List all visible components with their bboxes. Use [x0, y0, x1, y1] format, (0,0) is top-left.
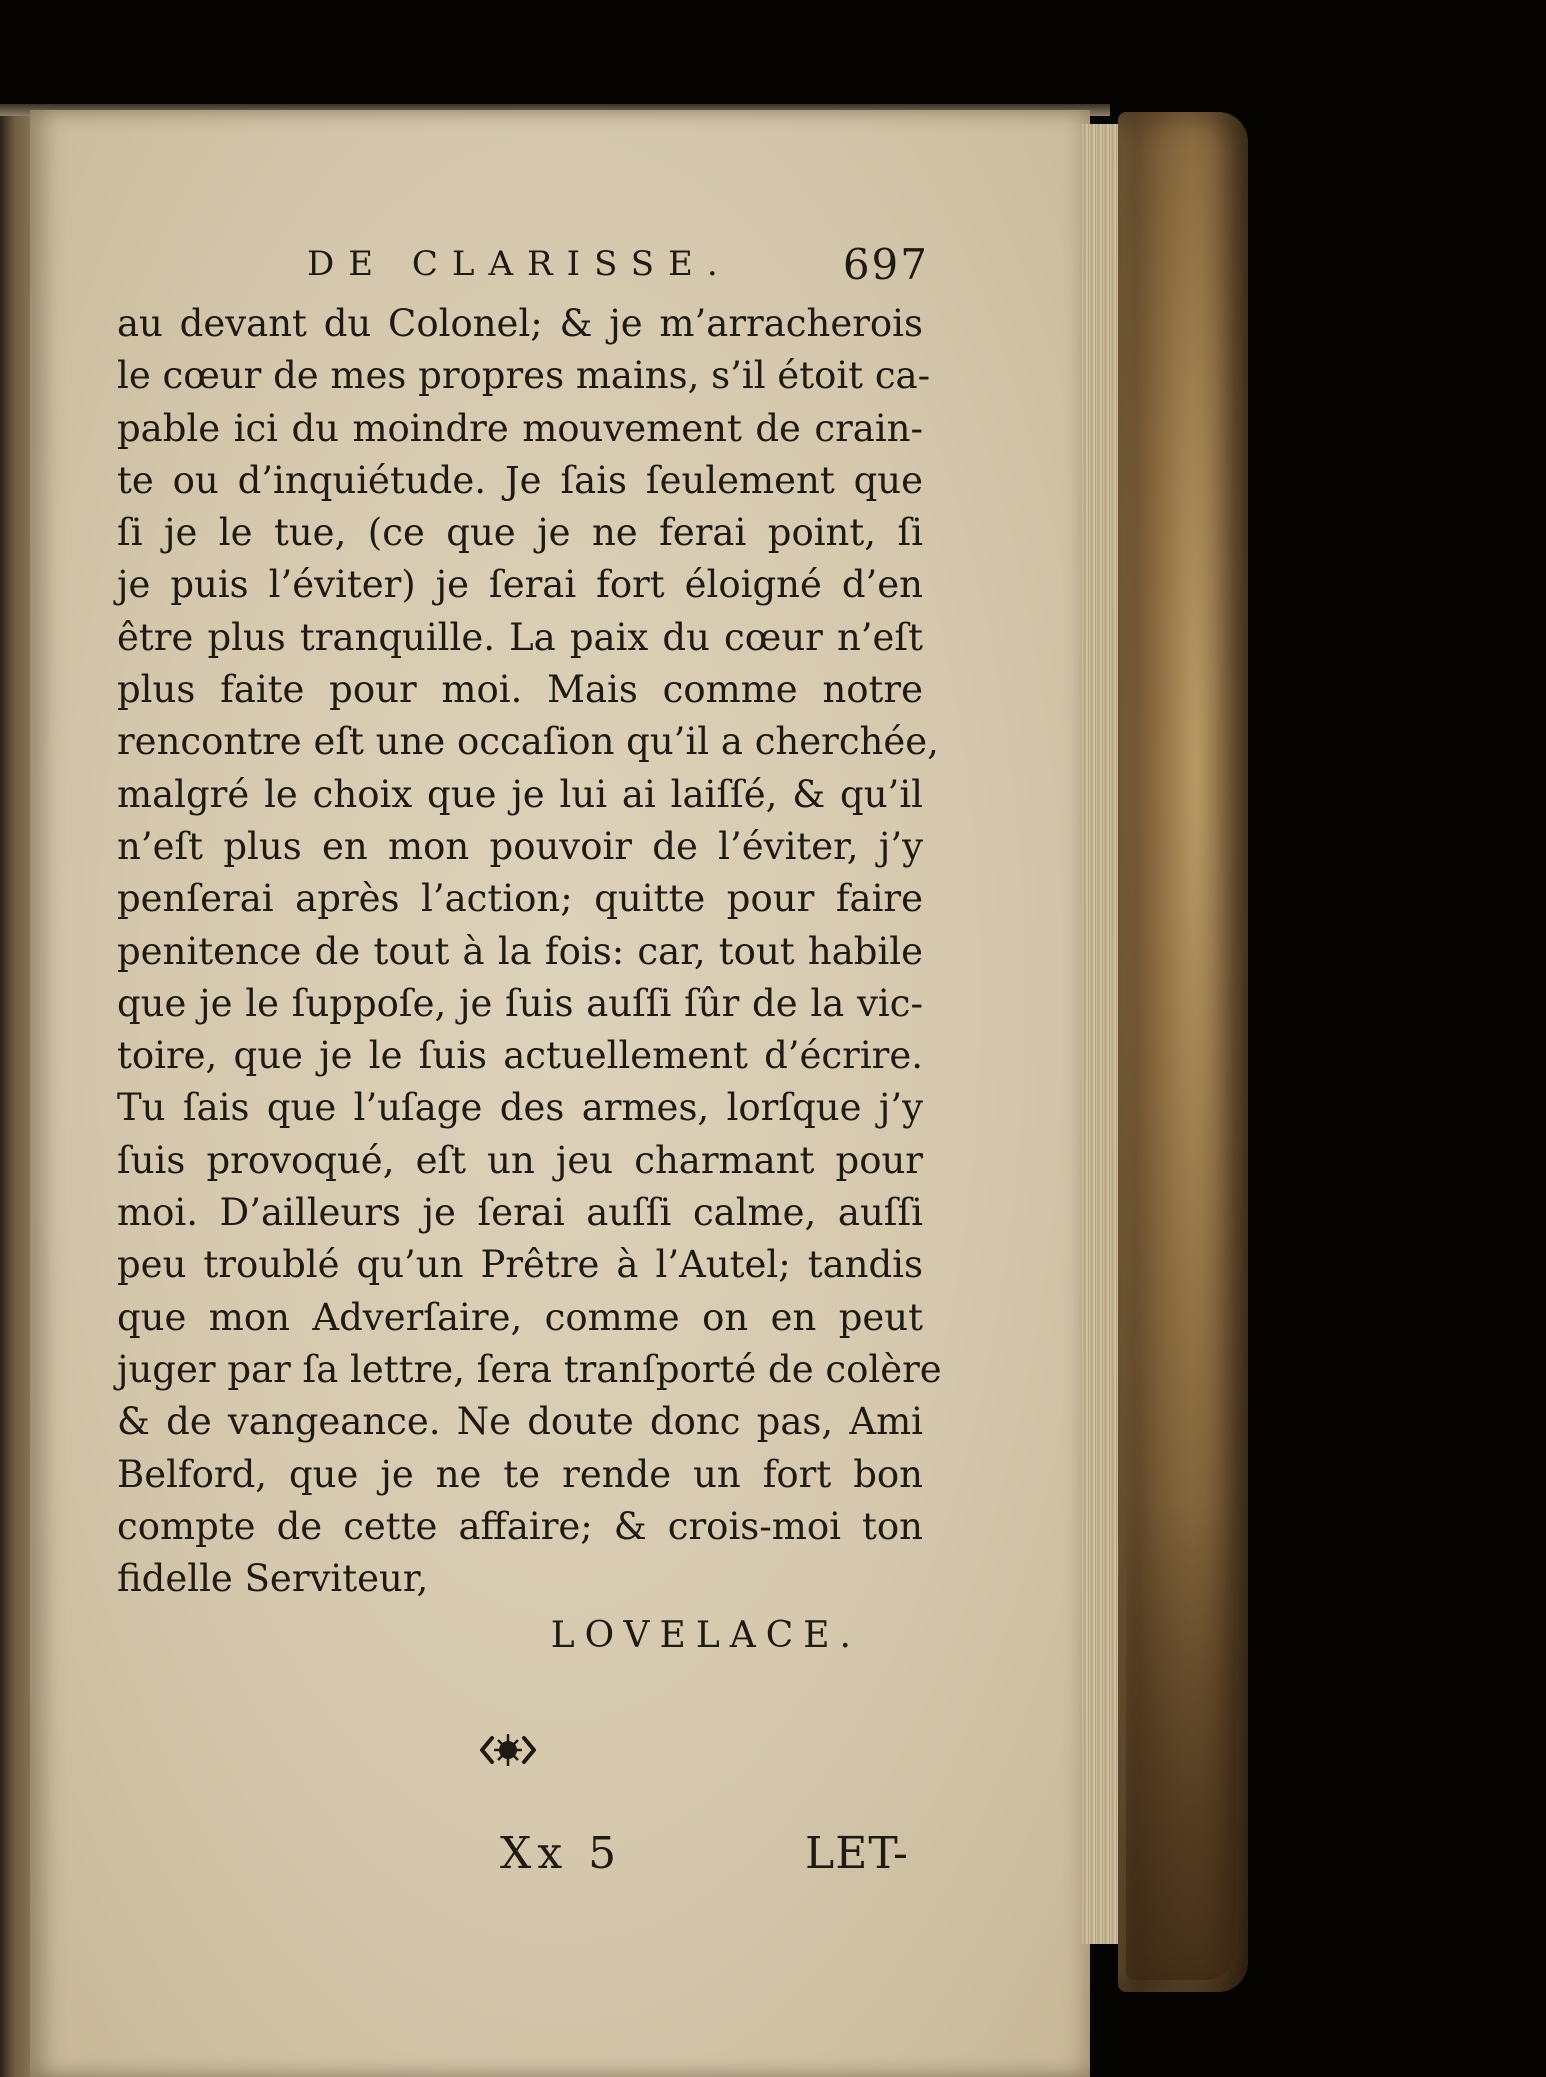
text-line: compte de cette affaire; & crois-moi ton	[117, 1504, 923, 1548]
text-line: le cœur de mes propres mains, s’il étoit ca-	[117, 354, 931, 398]
text-line: rencontre eſt une occaſion qu’il a cherchée,	[117, 720, 939, 764]
text-line: je puis l’éviter) je ſerai fort éloigné d’en	[117, 563, 923, 607]
text-line: que mon Adverſaire, comme on en peut	[117, 1295, 923, 1339]
text-line: fidelle Serviteur,	[117, 1557, 429, 1601]
text-line: que je le ſuppoſe, je ſuis auſſi ſûr de la vic-	[117, 981, 923, 1025]
text-line: penitence de tout à la fois: car, tout habile	[117, 929, 923, 973]
body-text	[117, 298, 942, 1605]
text-line: te ou d’inquiétude. Je ſais ſeulement que	[117, 458, 923, 502]
text-line: juger par ſa lettre, ſera tranſporté de colère	[117, 1347, 942, 1391]
text-line: ſi je le tue, (ce que je ne ferai point, ſi	[117, 511, 923, 555]
text-line: au devant du Colonel; & je m’arracherois	[117, 302, 923, 345]
printers-ornament-icon	[478, 1728, 538, 1772]
page-text-block	[117, 238, 942, 1667]
signature-mark: Xx 5	[500, 1828, 623, 1879]
text-line: malgré le choix que je lui ai laiſſé, & qu’il	[117, 772, 923, 816]
text-line: Tu ſais que l’uſage des armes, lorſque j’y	[117, 1086, 923, 1130]
page-header	[117, 238, 929, 298]
spine-shadow	[1126, 1500, 1236, 1980]
text-line: & de vangeance. Ne doute donc pas, Ami	[117, 1400, 923, 1444]
text-line: ſuis provoqué, eſt un jeu charmant pour	[117, 1138, 923, 1182]
text-line: toire, que je le ſuis actuellement d’écrire.	[117, 1034, 923, 1078]
text-line: penſerai après l’action; quitte pour faire	[117, 877, 923, 921]
running-head: DE CLARISSE.	[307, 244, 732, 284]
text-line: moi. D’ailleurs je ſerai auſſi calme, auſſi	[117, 1191, 923, 1235]
text-line: peu troublé qu’un Prêtre à l’Autel; tandis	[117, 1243, 923, 1287]
text-line: pable ici du moindre mouvement de crain-	[117, 406, 923, 450]
letter-signature: LOVELACE.	[550, 1615, 861, 1657]
text-line: être plus tranquille. La paix du cœur n’eſt	[117, 615, 923, 659]
catchword: LET-	[805, 1828, 909, 1879]
text-line: Belford, que je ne te rende un fort bon	[117, 1452, 923, 1496]
text-line: n’eſt plus en mon pouvoir de l’éviter, j’y	[117, 824, 923, 868]
text-line: plus faite pour moi. Mais comme notre	[117, 668, 923, 712]
page-number: 697	[842, 240, 929, 289]
